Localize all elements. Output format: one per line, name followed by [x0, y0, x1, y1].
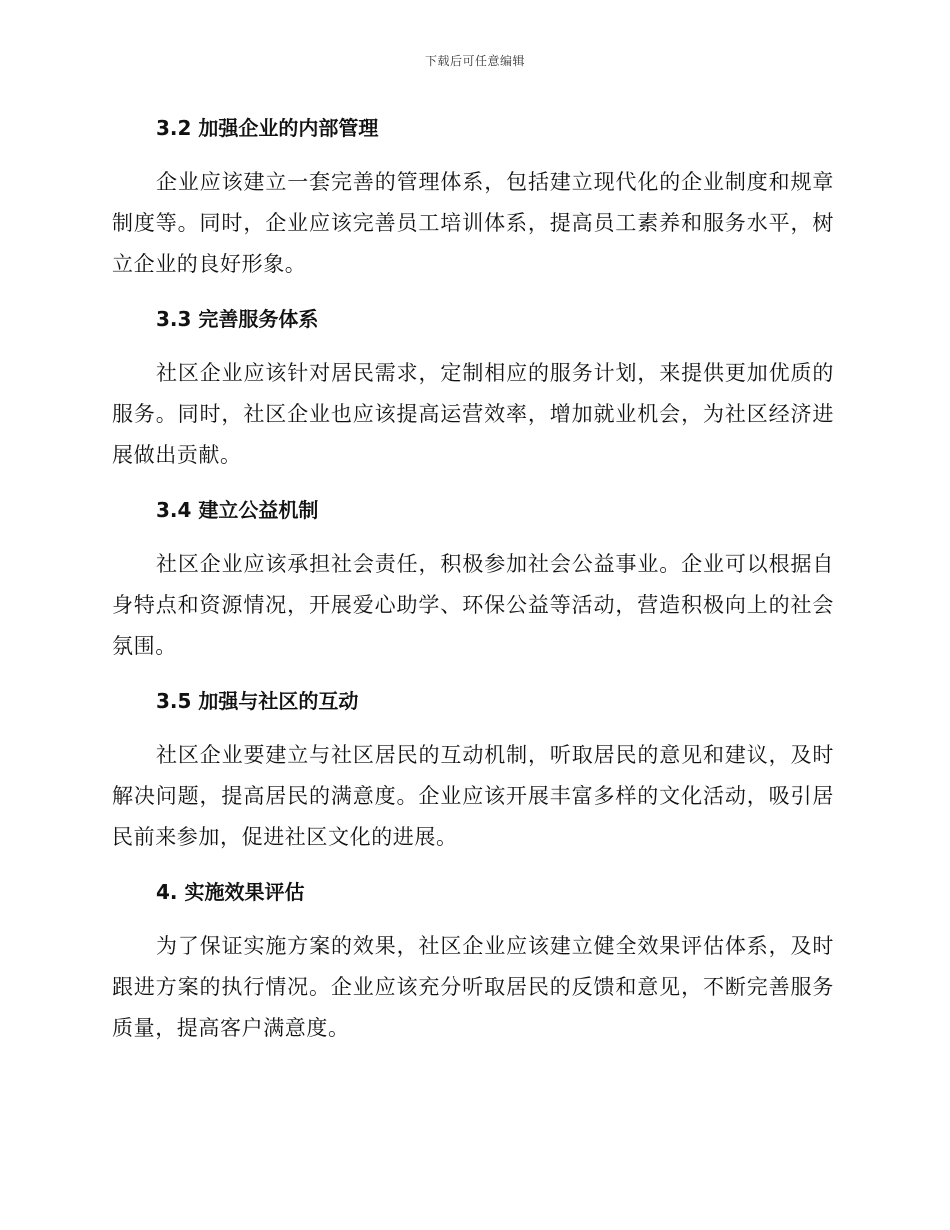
section-3-2 — [112, 108, 834, 285]
section-heading: 4. 实施效果评估 — [156, 880, 305, 904]
section-heading: 3.3 完善服务体系 — [156, 307, 319, 331]
section-paragraph: 社区企业应该承担社会责任，积极参加社会公益事业。企业可以根据自身特点和资源情况，开展爱心助学、环保公益等活动，营造积极向上的社会氛围。 — [112, 552, 834, 658]
section-heading: 3.2 加强企业的内部管理 — [156, 116, 379, 140]
header-note: 下载后可任意编辑 — [424, 54, 525, 68]
section-paragraph: 为了保证实施方案的效果，社区企业应该建立健全效果评估体系，及时跟进方案的执行情况。企业应该充分听取居民的反馈和意见，不断完善服务质量，提高客户满意度。 — [112, 934, 834, 1040]
section-3-5 — [112, 681, 834, 858]
section-heading: 3.4 建立公益机制 — [156, 498, 319, 522]
section-paragraph: 社区企业要建立与社区居民的互动机制，听取居民的意见和建议，及时解决问题，提高居民的满意度。企业应该开展丰富多样的文化活动，吸引居民前来参加，促进社区文化的进展。 — [112, 743, 834, 849]
section-paragraph: 企业应该建立一套完善的管理体系，包括建立现代化的企业制度和规章制度等。同时，企业应该完善员工培训体系，提高员工素养和服务水平，树立企业的良好形象。 — [112, 170, 834, 276]
section-paragraph: 社区企业应该针对居民需求，定制相应的服务计划，来提供更加优质的服务。同时，社区企业也应该提高运营效率，增加就业机会，为社区经济进展做出贡献。 — [112, 361, 834, 467]
section-3-3 — [112, 299, 834, 476]
section-4 — [112, 872, 834, 1049]
section-heading: 3.5 加强与社区的互动 — [156, 689, 359, 713]
document-body — [112, 108, 834, 1063]
section-3-4 — [112, 490, 834, 667]
